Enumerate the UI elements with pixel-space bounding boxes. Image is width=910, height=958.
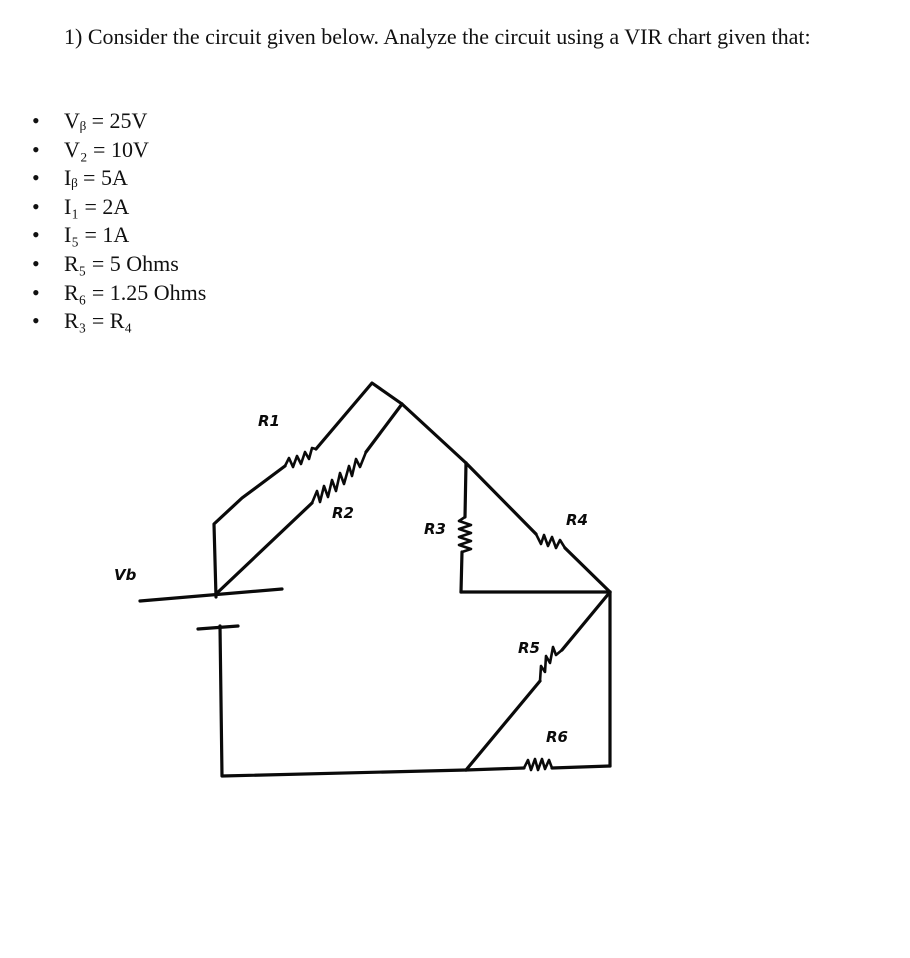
wire-r5-lower [466, 681, 540, 770]
label-r3: R3 [424, 520, 446, 538]
resistor-r1 [285, 448, 316, 467]
wire-r3-bottom [461, 552, 462, 592]
wire-r6-right [552, 766, 610, 768]
bullet-icon: • [32, 108, 40, 133]
wire-r5-upper [562, 592, 610, 650]
given-text: R₃ = R₄ [64, 308, 133, 334]
resistor-r5 [540, 647, 562, 681]
resistor-r6 [524, 759, 552, 770]
battery-long-plate [140, 589, 282, 601]
wire-r3-top [465, 463, 466, 517]
wire-r4-upper [466, 463, 536, 534]
bullet-icon: • [32, 222, 40, 248]
given-text: R₆ = 1.25 Ohms [64, 279, 207, 305]
given-text: V₂ = 10V [64, 136, 149, 162]
bullet-icon: • [32, 136, 40, 162]
wire-r2-lower [216, 503, 312, 594]
wire-r1-to-top [316, 383, 402, 449]
given-text: I₅ = 1A [64, 222, 130, 248]
battery-short-plate [198, 626, 238, 629]
resistor-r3 [459, 517, 471, 552]
wire-bottom-loop [220, 626, 466, 776]
wire-left-up [214, 466, 285, 597]
battery-symbol [140, 589, 282, 629]
wire-r2-upper [366, 404, 402, 452]
label-r2: R2 [332, 504, 354, 522]
given-text: I₁ = 2A [64, 193, 130, 219]
question-text: 1) Consider the circuit given below. Analyze the circuit using a VIR chart given that: [64, 24, 811, 49]
label-r4: R4 [566, 511, 588, 529]
given-text: Iᵦ = 5A [64, 165, 128, 191]
bullet-icon: • [32, 279, 40, 305]
label-r5: R5 [518, 639, 540, 657]
resistor-r4 [536, 534, 565, 548]
label-r1: R1 [258, 412, 280, 430]
bullet-icon: • [32, 250, 40, 276]
label-r6: R6 [546, 728, 568, 746]
given-text: Vᵦ = 25V [64, 108, 148, 133]
resistor-r2 [312, 452, 366, 503]
wire-top-right [402, 404, 466, 463]
given-text: R₅ = 5 Ohms [64, 250, 179, 276]
label-vb: Vb [114, 566, 137, 584]
wire-r6-left [466, 768, 524, 770]
wire-r4-lower [565, 548, 610, 592]
bullet-icon: • [32, 308, 40, 334]
bullet-icon: • [32, 165, 40, 191]
bullet-icon: • [32, 193, 40, 219]
